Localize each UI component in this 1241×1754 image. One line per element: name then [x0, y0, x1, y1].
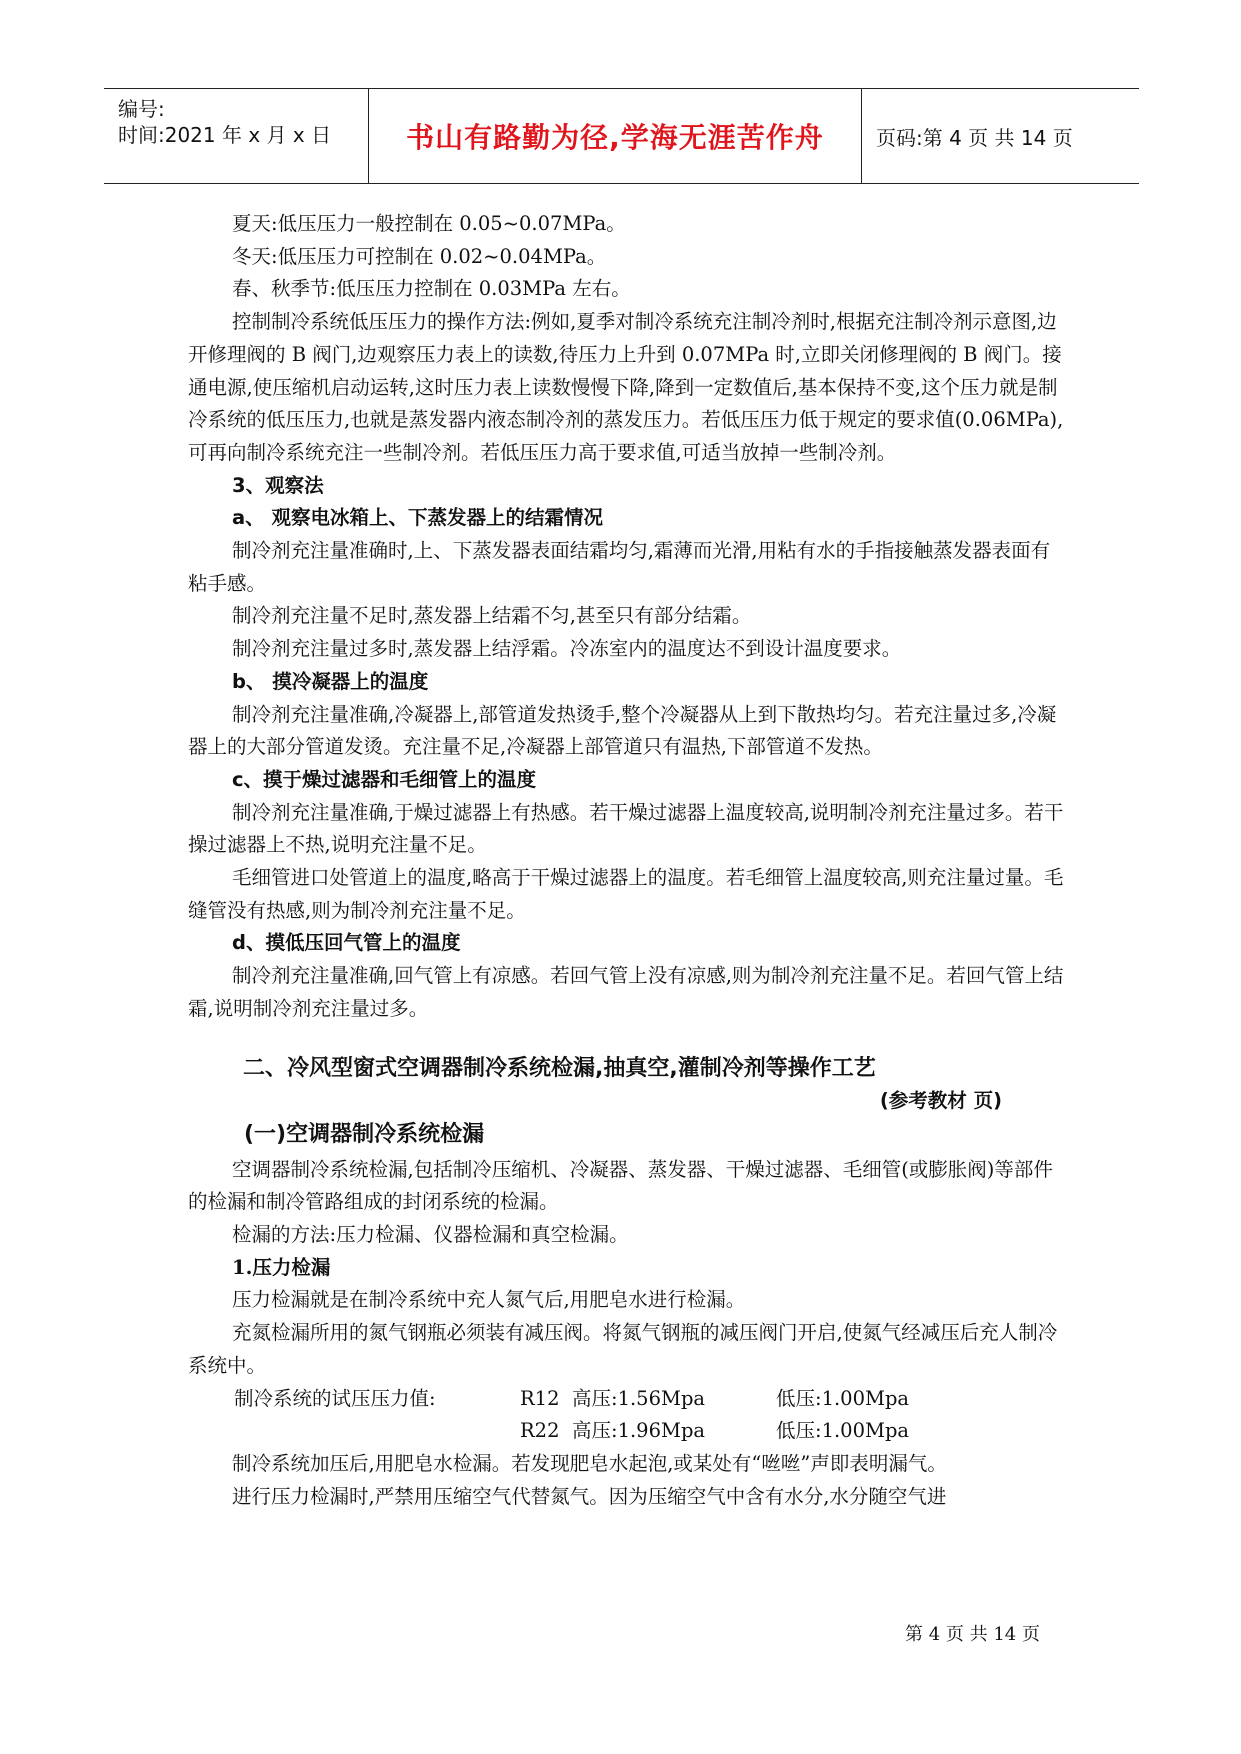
header-info-cell [104, 89, 369, 183]
header-motto-cell [369, 89, 862, 183]
paragraph: 充氮检漏所用的氮气钢瓶必须装有减压阀。将氮气钢瓶的减压阀门开启,使氮气经减压后充人制冷系统中。 [188, 1321, 1058, 1377]
paragraph: 制冷剂充注量准确,于燥过滤器上有热感。若干燥过滤器上温度较高,说明制冷剂充注量过多。若干操过滤器上不热,说明充注量不足。 [188, 800, 1064, 857]
document-body [188, 208, 1068, 1513]
paragraph: 夏天:低压压力一般控制在 0.05~0.07MPa。 [232, 212, 626, 235]
paragraph: 压力检漏就是在制冷系统中充人氮气后,用肥皂水进行检漏。 [232, 1288, 746, 1312]
paragraph: 进行压力检漏时,严禁用压缩空气代替氮气。因为压缩空气中含有水分,水分随空气进 [232, 1484, 947, 1508]
page-footer: 第 4 页 共 14 页 [905, 1624, 1040, 1645]
pressure-row-r12 [188, 1383, 1068, 1416]
spacer [188, 1026, 1068, 1052]
subsection-heading: b、 摸冷凝器上的温度 [232, 669, 429, 693]
document-number-label: 编号: [118, 97, 165, 121]
paragraph: 制冷剂充注量准确时,上、下蒸发器表面结霜均匀,霜薄而光滑,用粘有水的手指接触蒸发器表面有粘手感。 [188, 539, 1051, 595]
paragraph: 制冷剂充注量不足时,蒸发器上结霜不匀,甚至只有部分结霜。 [232, 604, 752, 628]
paragraph: 毛细管进口处管道上的温度,略高于干燥过滤器上的温度。若毛细管上温度较高,则充注量过量。毛缝管没有热感,则为制冷剂充注量不足。 [188, 866, 1064, 922]
pressure-label: 制冷系统的试压压力值: [234, 1386, 436, 1410]
refrigerant-name: R22 [520, 1419, 560, 1443]
paragraph: 制冷剂充注量过多时,蒸发器上结浮霜。冷冻室内的温度达不到设计温度要求。 [232, 637, 902, 661]
high-pressure-value: 高压:1.96Mpa [572, 1419, 706, 1443]
low-pressure-value: 低压:1.00Mpa [776, 1419, 910, 1443]
high-pressure-value: 高压:1.56Mpa [572, 1386, 706, 1410]
section-heading: 3、观察法 [232, 473, 324, 497]
paragraph: 冬天:低压压力可控制在 0.02~0.04MPa。 [232, 244, 607, 268]
paragraph: 制冷剂充注量准确,冷凝器上,部管道发热烫手,整个冷凝器从上到下散热均匀。若充注量过多,冷凝器上的大部分管道发烫。充注量不足,冷凝器上部管道只有温热,下部管道不发热。 [188, 702, 1057, 759]
motto-text: 书山有路勤为径,学海无涯苦作舟 [406, 121, 824, 154]
paragraph: 春、秋季节:低压压力控制在 0.03MPa 左右。 [232, 277, 631, 301]
subsection-heading: c、摸于燥过滤器和毛细管上的温度 [232, 767, 537, 791]
paragraph: 检漏的方法:压力检漏、仪器检漏和真空检漏。 [232, 1222, 629, 1246]
header-page-number: 页码:第 4 页 共 14 页 [876, 125, 1073, 150]
subsection-heading: d、摸低压回气管上的温度 [232, 931, 461, 955]
subsection-heading: a、 观察电冰箱上、下蒸发器上的结霜情况 [232, 506, 603, 530]
paragraph: 空调器制冷系统检漏,包括制冷压缩机、冷凝器、蒸发器、干燥过滤器、毛细管(或膨胀阀)等部件的检漏和制冷管路组成的封闭系统的检漏。 [188, 1157, 1053, 1214]
subchapter-heading: (一)空调器制冷系统检漏 [244, 1121, 485, 1147]
section-heading: 1.压力检漏 [232, 1255, 331, 1279]
document-header [104, 88, 1139, 184]
document-time-label: 时间:2021 年 x 月 x 日 [118, 123, 332, 147]
pressure-row-r22 [188, 1415, 1068, 1448]
header-page-cell [862, 89, 1139, 183]
low-pressure-value: 低压:1.00Mpa [776, 1386, 910, 1410]
paragraph: 制冷系统加压后,用肥皂水检漏。若发现肥皂水起泡,或某处有“咝咝”声即表明漏气。 [232, 1451, 947, 1475]
paragraph: 控制制冷系统低压压力的操作方法:例如,夏季对制冷系统充注制冷剂时,根据充注制冷剂示意图,边开修理阀的 B 阀门,边观察压力表上的读数,待压力上升到 0.07MPa 时,立即关闭修理阀的 B 阀门。接通电源,使压缩机启动运转,这时压力表上读数慢慢下降,降到一定数值后,基本保持不变,这个压力就是制冷系统的低压压力,也就是蒸发器内液态制冷剂的蒸发压力。若低压压力低于规定的要求值(0.06MPa),可再向制冷系统充注一些制冷剂。若低压压力高于要求值,可适当放掉一些制冷剂。 [188, 310, 1064, 464]
paragraph: 制冷剂充注量准确,回气管上有凉感。若回气管上没有凉感,则为制冷剂充注量不足。若回气管上结霜,说明制冷剂充注量过多。 [188, 964, 1064, 1020]
reference-note: (参考教材 页) [879, 1088, 1002, 1112]
chapter-heading: 二、冷风型窗式空调器制冷系统检漏,抽真空,灌制冷剂等操作工艺 [243, 1055, 876, 1081]
refrigerant-name: R12 [520, 1386, 560, 1410]
